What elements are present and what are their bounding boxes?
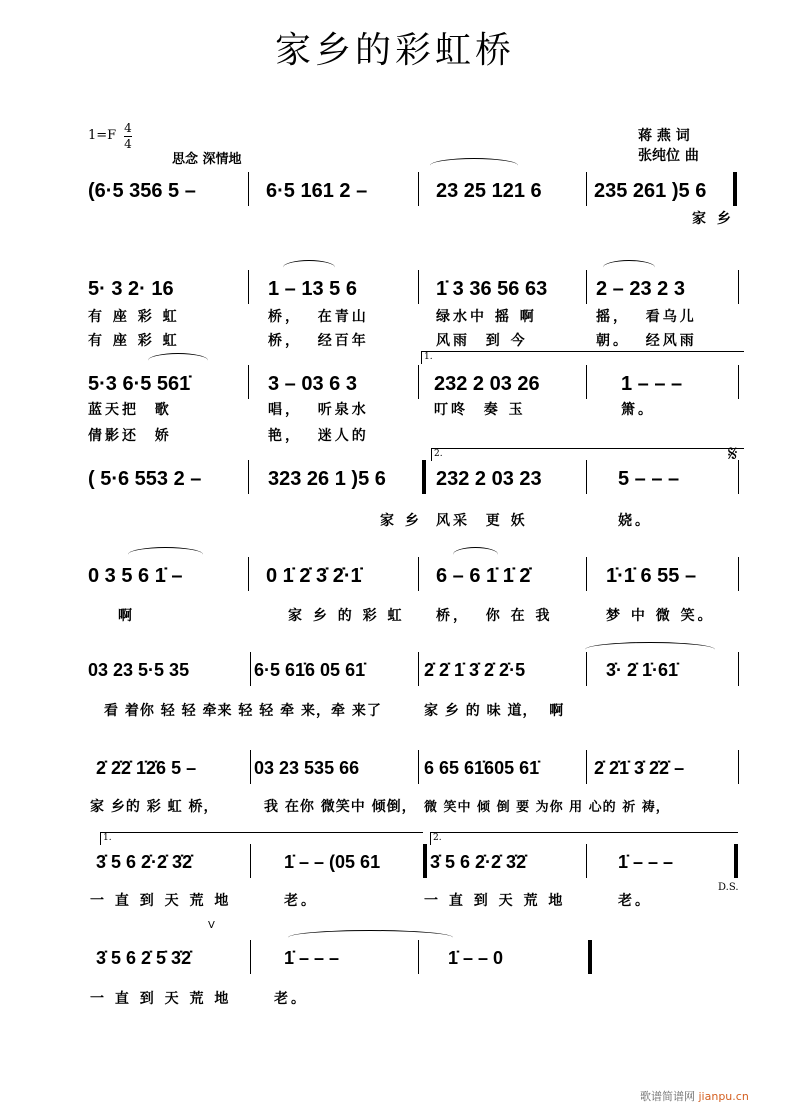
barline: [738, 460, 739, 494]
lyrics: 箫。: [621, 402, 655, 418]
barline: [738, 365, 739, 399]
volta-2: 2.: [430, 832, 738, 845]
barline: [418, 172, 419, 206]
barline: [250, 652, 251, 686]
measure: 1̇ 3 36 56 63: [436, 278, 548, 300]
measure: 6 – 6 1̇ 1̇ 2̇: [436, 565, 531, 587]
double-barline: [734, 844, 738, 878]
barline: [248, 270, 249, 304]
lyrics: 老。: [274, 991, 308, 1007]
barline: [738, 270, 739, 304]
measure: 235 261 )5 6: [594, 180, 707, 202]
volta-1: 1.: [421, 351, 744, 364]
repeat-barline: [422, 460, 426, 494]
barline: [738, 750, 739, 784]
lyrics: 老。: [284, 893, 318, 909]
slur: [128, 547, 203, 562]
lyrics: 蓝天把 歌: [88, 402, 172, 418]
lyrics: 桥， 你 在 我: [436, 608, 553, 624]
lyrics: 有 座 彩 虹: [88, 309, 180, 325]
barline: [250, 844, 251, 878]
tie: [288, 930, 453, 945]
lyrics: 倩影还 娇: [88, 428, 172, 444]
time-bottom: 4: [124, 137, 132, 151]
slur: [603, 260, 655, 275]
measure: 23 25 121 6: [436, 180, 542, 202]
measure: (6·5 356 5 –: [88, 180, 196, 202]
measure: 2 – 23 2 3: [596, 278, 685, 300]
lyrics: 我 在你 微笑中 倾倒，: [264, 799, 417, 815]
measure: 1̇ – – (05 61: [284, 852, 381, 872]
barline: [586, 270, 587, 304]
barline: [586, 365, 587, 399]
measure: 6 65 61̇605 61̇: [424, 758, 540, 778]
slur: [148, 353, 208, 368]
barline: [418, 652, 419, 686]
repeat-barline: [423, 844, 427, 878]
lyrics: 有 座 彩 虹: [88, 333, 180, 349]
time-top: 4: [124, 121, 132, 135]
final-barline: [588, 940, 592, 974]
lyrics: 一 直 到 天 荒 地: [90, 991, 232, 1007]
measure: 5 – – –: [618, 468, 680, 490]
measure: 6·5 61̇6 05 61̇: [254, 660, 366, 680]
measure: 1̇ – – –: [618, 852, 674, 872]
barline: [250, 940, 251, 974]
measure: 1̇ – – 0: [448, 948, 504, 968]
lyrics: 艳， 迷人的: [268, 428, 369, 444]
barline: [418, 365, 419, 399]
measure: 232 2 03 26: [434, 373, 540, 395]
lyrics: 桥， 经百年: [268, 333, 369, 349]
barline: [586, 652, 587, 686]
barline: [418, 940, 419, 974]
barline: [586, 172, 587, 206]
repeat-barline: [733, 172, 737, 206]
barline: [586, 750, 587, 784]
measure: ( 5·6 553 2 –: [88, 468, 202, 490]
breath-mark: V: [208, 920, 215, 931]
barline: [250, 750, 251, 784]
barline: [738, 557, 739, 591]
lyrics: 啊: [118, 608, 135, 624]
barline: [586, 460, 587, 494]
measure: 0 1̇ 2̇ 3̇ 2̇·1̇: [266, 565, 362, 587]
lyrics: 看 着你 轻 轻 牵来 轻 轻 牵 来，牵 来了: [104, 703, 382, 719]
measure: 3̇ 5 6 2̇ 5̇ 3̇2̇: [96, 948, 192, 968]
measure: 3 – 03 6 3: [268, 373, 357, 395]
lyrics: 家 乡的 彩 虹 桥，: [90, 799, 219, 815]
song-title: 家乡的彩虹桥: [274, 30, 515, 71]
measure: 2̇ 2̇2̇ 1̇2̇6 5 –: [96, 758, 197, 778]
measure: 5· 3 2· 16: [88, 278, 174, 300]
measure: 5·3 6·5 561̇: [88, 373, 191, 395]
composer: 张纯位 曲: [638, 148, 699, 164]
barline: [418, 557, 419, 591]
measure: 3̇ 5 6 2̇·2̇ 3̇2̇: [96, 852, 193, 872]
measure: 1 – – –: [621, 373, 683, 395]
lyrics: 风雨 到 今: [436, 333, 528, 349]
lyrics: 唱， 听泉水: [268, 402, 369, 418]
lyricist: 蒋 燕 词: [638, 128, 690, 144]
barline: [418, 270, 419, 304]
lyrics: 风采 更 妖: [436, 513, 528, 529]
volta-2: 2.: [431, 448, 744, 461]
time-signature: [124, 121, 132, 152]
measure: 2̇ 2̇ 1̇ 3̇ 2̇ 2̇·5: [424, 660, 526, 680]
measure: 1̇·1̇ 6 55 –: [606, 565, 697, 587]
measure: 0 3 5 6 1̇ –: [88, 565, 183, 587]
lyrics: 梦 中 微 笑。: [606, 608, 715, 624]
barline: [248, 365, 249, 399]
lyrics: 娆。: [618, 513, 652, 529]
barline: [248, 557, 249, 591]
lyrics: 一 直 到 天 荒 地: [424, 893, 566, 909]
volta-1: 1.: [100, 832, 423, 845]
slur: [453, 547, 498, 562]
tempo-marking: 思念 深情地: [172, 152, 242, 167]
measure: 232 2 03 23: [436, 468, 542, 490]
slur: [585, 642, 715, 657]
lyrics: 摇， 看乌儿: [596, 309, 697, 325]
slur: [283, 260, 335, 275]
barline: [248, 172, 249, 206]
barline: [738, 652, 739, 686]
key-signature: 1=F: [88, 128, 117, 143]
lyrics: 家 乡 的 味 道， 啊: [424, 703, 565, 719]
measure: 2̇ 2̇1̇ 3̇ 2̇2̇ –: [594, 758, 685, 778]
watermark-en: jianpu.cn: [698, 1090, 749, 1103]
segno-icon: 𝄋: [728, 442, 738, 467]
lyrics: 一 直 到 天 荒 地: [90, 893, 232, 909]
measure: 03 23 5·5 35: [88, 660, 190, 680]
measure: 6·5 161 2 –: [266, 180, 368, 202]
measure: 3̇· 2̇ 1̇·61̇: [606, 660, 679, 680]
watermark-cn: 歌谱简谱网: [640, 1090, 695, 1103]
lyrics: 微 笑中 倾 倒 要 为你 用 心的 祈 祷，: [424, 800, 670, 815]
dal-segno-mark: D.S.: [718, 882, 739, 893]
measure: 323 26 1 )5 6: [268, 468, 386, 490]
barline: [418, 750, 419, 784]
lyrics: 家 乡 的 彩 虹: [288, 608, 405, 624]
measure: 03 23 535 66: [254, 758, 360, 778]
barline: [586, 557, 587, 591]
credits: [638, 126, 699, 166]
measure: 1 – 13 5 6: [268, 278, 357, 300]
lyrics: 叮咚 奏 玉: [434, 402, 526, 418]
slur: [430, 158, 518, 173]
lyrics: 朝。 经风雨: [596, 333, 697, 349]
barline: [586, 844, 587, 878]
lyrics: 绿水中 摇 啊: [436, 309, 537, 325]
watermark: [640, 1088, 749, 1104]
measure: 3̇ 5 6 2̇·2̇ 3̇2̇: [430, 852, 527, 872]
lyrics: 家 乡: [692, 211, 734, 227]
barline: [248, 460, 249, 494]
lyrics: 桥， 在青山: [268, 309, 369, 325]
measure: 1̇ – – –: [284, 948, 340, 968]
lyrics: 家 乡: [380, 513, 422, 529]
lyrics: 老。: [618, 893, 652, 909]
